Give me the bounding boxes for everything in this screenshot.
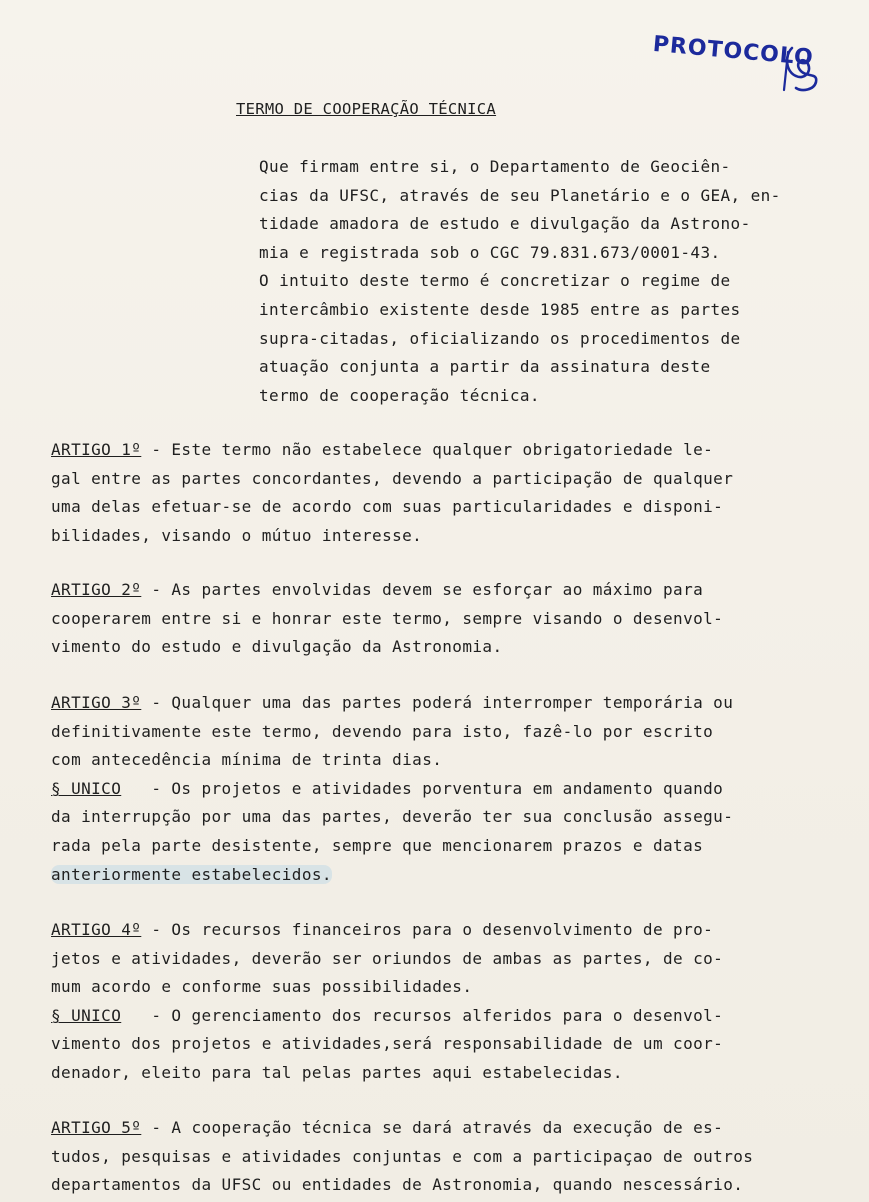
article-label: ARTIGO 5º [51, 1118, 142, 1137]
article-text: - Qualquer uma das partes poderá interromper temporária ou [141, 693, 734, 712]
article-label: ARTIGO 4º [51, 920, 142, 939]
article-text: denador, eleito para tal pelas partes aqui estabelecidas. [51, 1062, 623, 1082]
intro-paragraph [259, 153, 819, 410]
article-text: vimento dos projetos e atividades,será responsabilidade de um coor- [51, 1034, 724, 1054]
article-label: ARTIGO 3º [51, 693, 142, 712]
intro-line: supra-citadas, oficializando os procedimentos de [259, 328, 741, 348]
article-text: definitivamente este termo, devendo para isto, fazê-lo por escrito [51, 721, 714, 741]
article-text: com antecedência mínima de trinta dias. [51, 750, 443, 770]
article-text: jetos e atividades, deverão ser oriundos de ambas as partes, de co- [51, 948, 724, 968]
article-text: vimento do estudo e divulgação da Astronomia. [51, 637, 503, 657]
article-2 [51, 576, 841, 662]
article-text: gal entre as partes concordantes, devendo a participação de qualquer [51, 468, 734, 488]
document-title: TERMO DE COOPERAÇÃO TÉCNICA [236, 100, 497, 118]
intro-line: tidade amadora de estudo e divulgação da Astrono- [259, 214, 751, 234]
article-text: - A cooperação técnica se dará através da execução de es- [141, 1118, 724, 1137]
article-text: - Este termo não estabelece qualquer obrigatoriedade le- [141, 440, 714, 459]
article-4 [51, 916, 841, 1088]
article-text: rada pela parte desistente, sempre que mencionarem prazos e datas [51, 835, 704, 855]
article-text: uma delas efetuar-se de acordo com suas particularidades e disponi- [51, 497, 724, 517]
intro-line: cias da UFSC, através de seu Planetário e o GEA, en- [259, 185, 781, 205]
article-text: - Os recursos financeiros para o desenvolvimento de pro- [141, 920, 714, 939]
article-3 [51, 689, 841, 889]
intro-line: intercâmbio existente desde 1985 entre as partes [259, 299, 741, 319]
article-text: tudos, pesquisas e atividades conjuntas e com a participaçao de outros [51, 1146, 754, 1166]
intro-line: mia e registrada sob o CGC 79.831.673/0001-43. [259, 242, 721, 262]
paragraph-unico-label: § UNICO [51, 778, 122, 798]
article-5 [51, 1114, 841, 1200]
intro-line: O intuito deste termo é concretizar o regime de [259, 271, 731, 291]
article-label: ARTIGO 1º [51, 440, 142, 459]
paragraph-unico-label: § UNICO [51, 1005, 122, 1025]
article-label: ARTIGO 2º [51, 580, 142, 599]
article-text: - O gerenciamento dos recursos alferidos para o desenvol- [121, 1005, 724, 1025]
intro-line: termo de cooperação técnica. [259, 385, 540, 405]
article-text: mum acordo e conforme suas possibilidades. [51, 977, 473, 997]
intro-line: Que firmam entre si, o Departamento de Geociên- [259, 157, 731, 176]
article-1 [51, 436, 841, 550]
stamp-number-mark-icon [782, 42, 822, 96]
article-text: bilidades, visando o mútuo interesse. [51, 525, 423, 545]
article-text: departamentos da UFSC ou entidades de Astronomia, quando nescessário. [51, 1175, 744, 1195]
article-text: da interrupção por uma das partes, deverão ter sua conclusão assegu- [51, 807, 734, 827]
protocol-stamp: PROTOCOLO [651, 32, 815, 71]
highlighted-text: anteriormente estabelecidos. [51, 864, 332, 884]
article-text: - Os projetos e atividades porventura em andamento quando [121, 778, 724, 798]
article-text: cooperarem entre si e honrar este termo, sempre visando o desenvol- [51, 608, 724, 628]
intro-line: atuação conjunta a partir da assinatura deste [259, 357, 711, 377]
article-text: - As partes envolvidas devem se esforçar ao máximo para [141, 580, 704, 599]
